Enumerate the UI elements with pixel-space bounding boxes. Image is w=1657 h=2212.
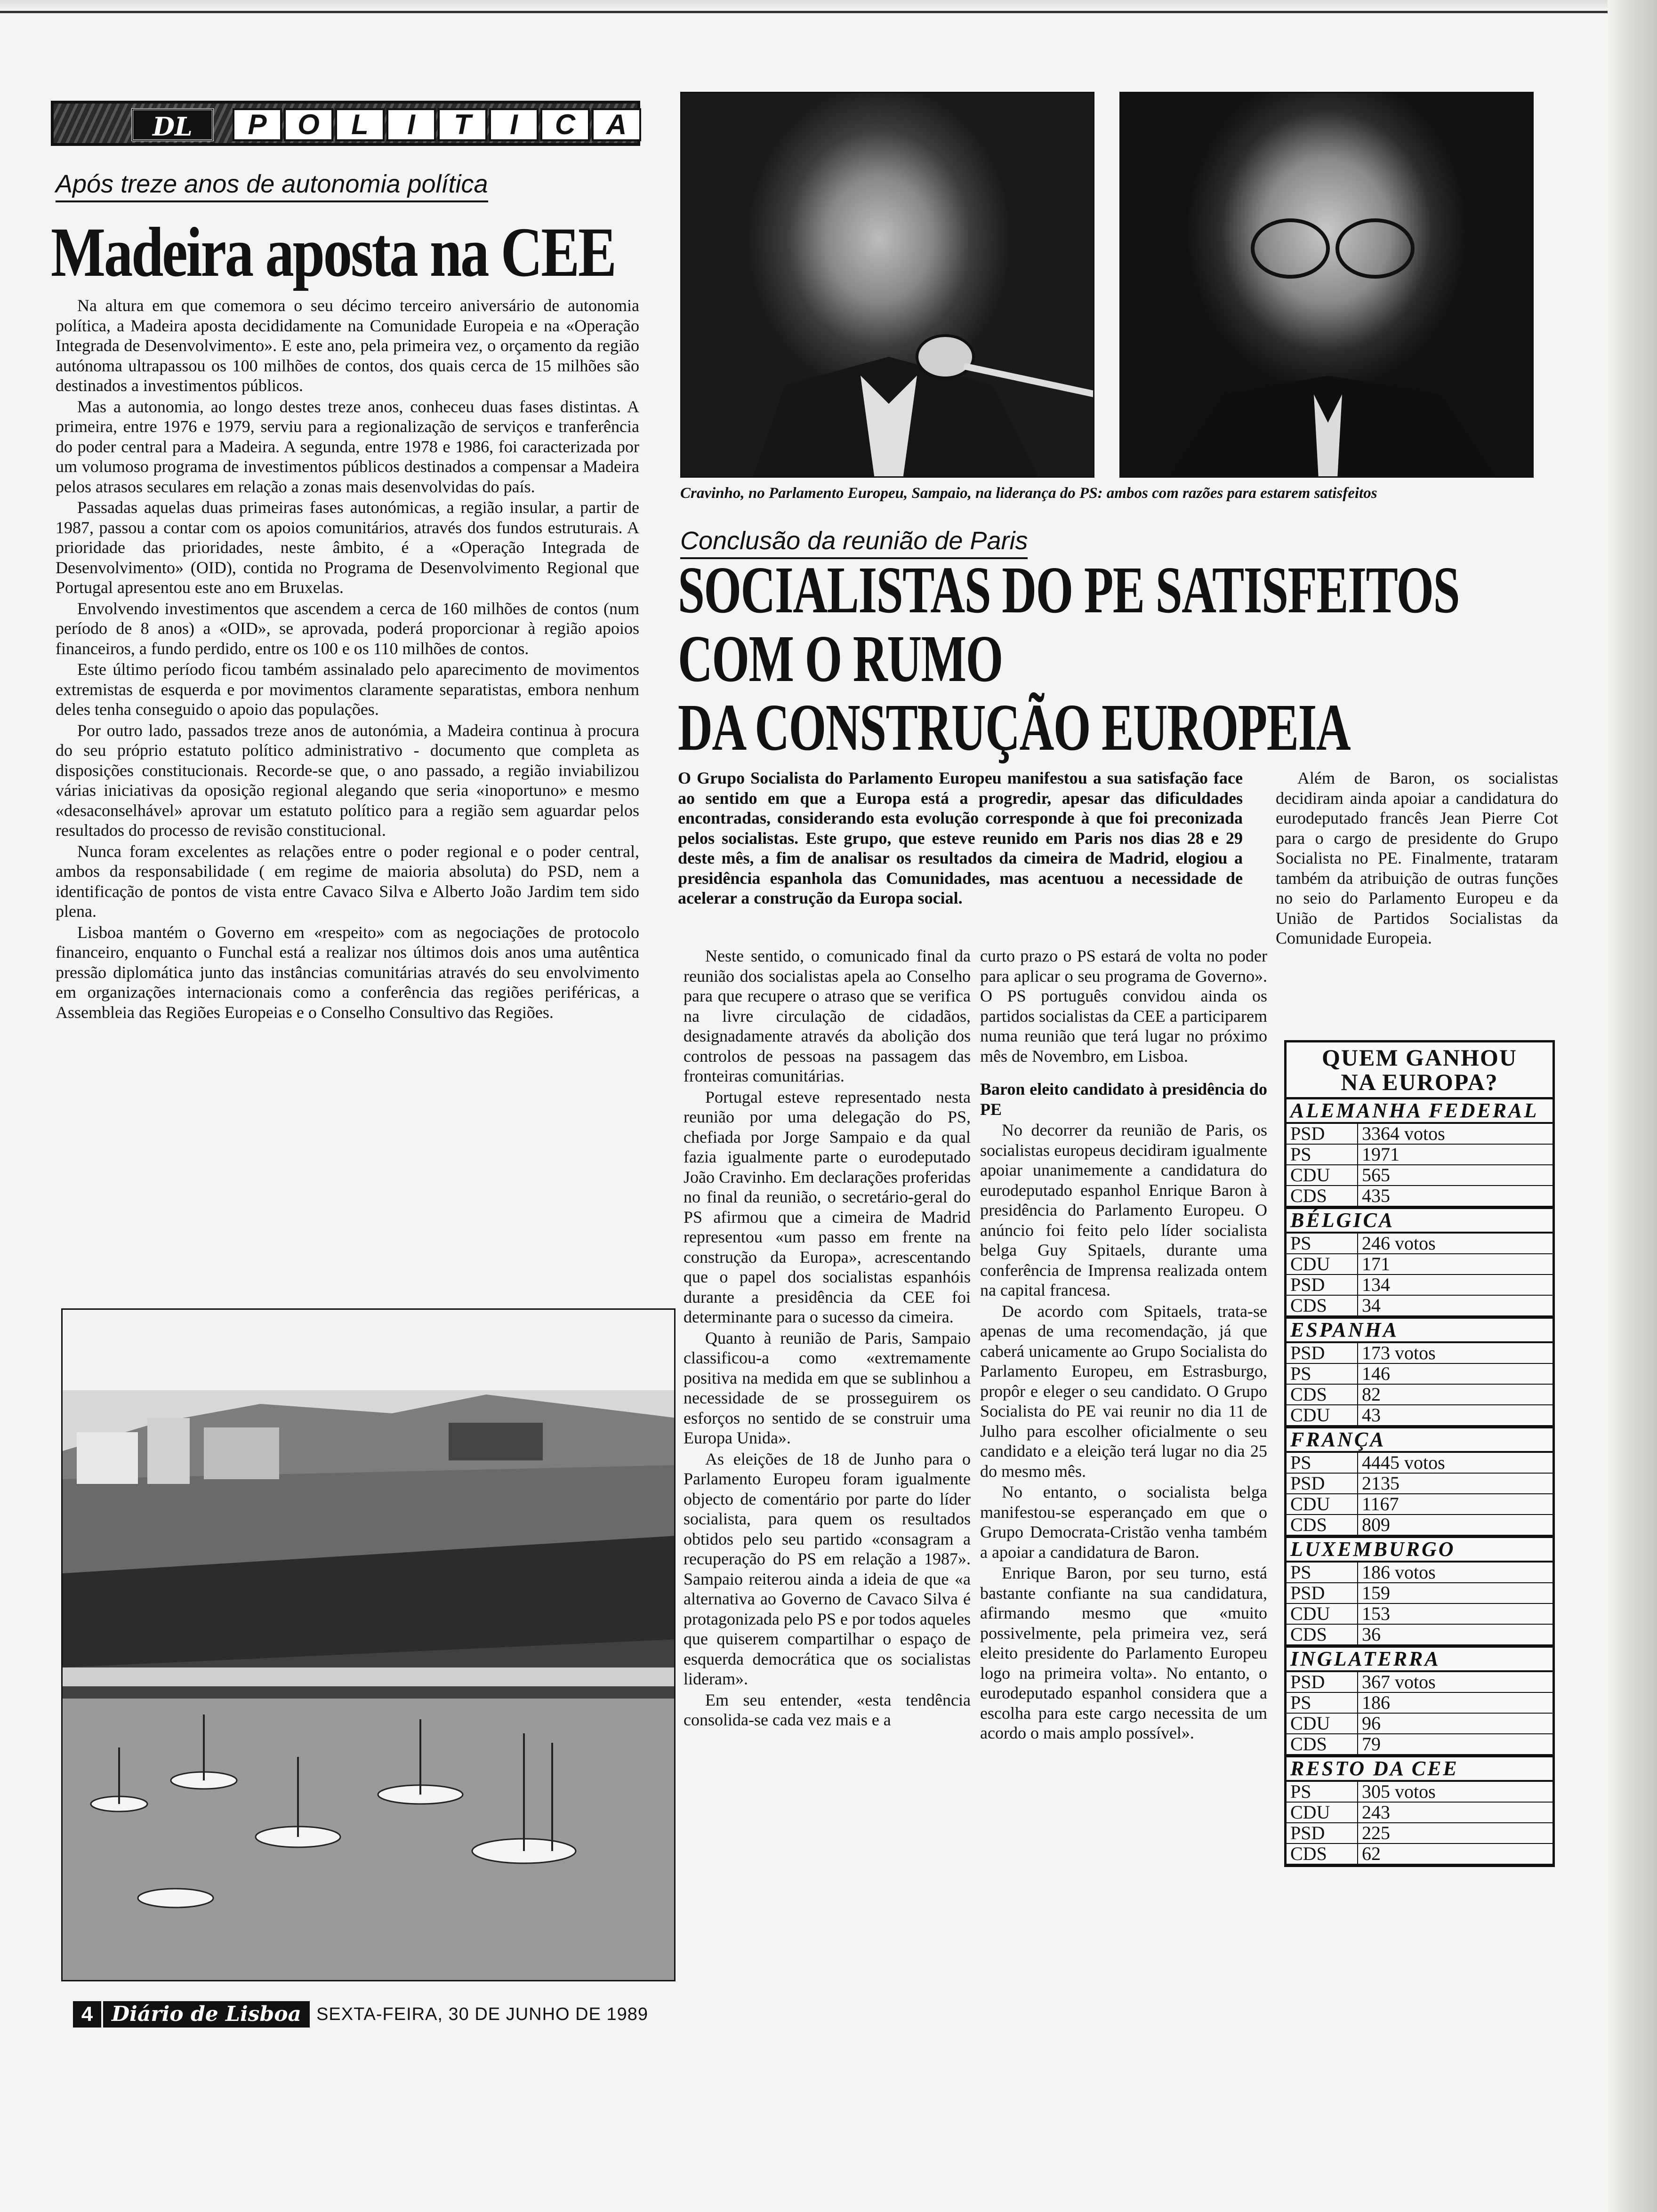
party-votes: 243 [1357,1803,1552,1822]
country-name: INGLATERRA [1287,1648,1552,1672]
section-letter: L [335,108,385,141]
results-title-line: QUEM GANHOU [1321,1044,1518,1071]
harbour-photo [61,1308,676,1981]
issue-date: SEXTA-FEIRA, 30 DE JUNHO DE 1989 [316,2004,649,2024]
paragraph: Este último período ficou também assinalado pelo aparecimento de movimentos extremistas de esquerda e por movimentos claramente separatistas, embora nenhum deles tenha conseguido o apoio das populações. [56,660,639,719]
paragraph: Envolvendo investimentos que ascendem a cerca de 160 milhões de contos (num período de 8 anos) a «OID», se aprovada, poderá proporcionar à região apoios financeiros, a fundo perdido, entre os 100 e os 110 milhões de contos. [56,599,639,658]
results-title [1287,1042,1552,1099]
country-name: BÉLGICA [1287,1209,1552,1234]
paragraph: No decorrer da reunião de Paris, os socialistas europeus decidiram igualmente apoiar unanimemente a candidatura do eurodeputado espanhol Enrique Baron à presidência do Parlamento Europeu. O anúncio foi feito pelo líder socialista belga Guy Spitaels, durante uma conferência de Imprensa realizada ontem na capital francesa. [980,1121,1267,1299]
result-row [1287,1583,1552,1604]
result-row [1287,1515,1552,1536]
party-votes: 246 votos [1357,1234,1552,1253]
party-votes: 186 votos [1357,1563,1552,1582]
party-name: CDS [1290,1185,1327,1206]
result-row [1287,1275,1552,1296]
result-row [1287,1625,1552,1645]
portrait-illustration [1121,93,1534,478]
party-name: CDU [1290,1253,1330,1274]
party-votes: 565 [1357,1165,1552,1185]
left-headline: Madeira aposta na CEE [51,213,615,291]
right-headline [678,553,1460,764]
paragraph: Portugal esteve representado nesta reunião por uma delegação do PS, chefiada por Jorge Sampaio e da qual fazia igualmente parte o eurodeputado João Cravinho. Em declarações proferidas no final da reunião, o secretário-geral do PS afirmou que a cimeira de Madrid representou «um passo em frente na construção da Europa», acrescentando que o papel dos socialistas espanhóis durante a presidência da CEE foi determinante para o sucesso da cimeira. [684,1087,971,1326]
right-kicker: Conclusão da reunião de Paris [680,526,1028,559]
left-kicker: Após treze anos de autonomia política [56,169,488,202]
party-votes: 1971 [1357,1145,1552,1164]
photo-sampaio [1119,92,1534,478]
section-letter: I [386,108,436,141]
paragraph: Quanto à reunião de Paris, Sampaio classificou-a como «extremamente positiva na medida em que se sublinhou a necessidade de se prosseguirem os esforços no sentido de se construir uma Europa Unida». [684,1328,971,1447]
paragraph: No entanto, o socialista belga manifestou-se esperançado em que o Grupo Democrata-Cristão venha também a apoiar a candidatura de Baron. [980,1483,1267,1562]
party-votes: 62 [1357,1844,1552,1864]
party-votes: 305 votos [1357,1782,1552,1802]
party-name: PS [1290,1692,1311,1713]
party-name: PS [1290,1363,1311,1384]
results-body [1287,1099,1552,1865]
result-row [1287,1693,1552,1714]
country-block [1287,1209,1552,1319]
result-row [1287,1453,1552,1474]
election-results-table [1284,1040,1555,1867]
paragraph: Passadas aquelas duas primeiras fases autonómicas, a região insular, a partir de 1987, passou a contar com os apoios comunitários, através dos fundos estruturais. A prioridade das prioridades, neste âmbito, é a «Operação Integrada de Desenvolvimento» (OID), contida no Programa de Desenvolvimento Regional que Portugal apresentou este ano em Bruxelas. [56,498,639,597]
party-votes: 96 [1357,1714,1552,1733]
party-votes: 34 [1357,1296,1552,1315]
country-block [1287,1428,1552,1538]
party-name: CDS [1290,1733,1327,1755]
result-row [1287,1364,1552,1385]
party-name: CDS [1290,1295,1327,1316]
party-name: PSD [1290,1123,1325,1144]
country-block [1287,1757,1552,1865]
party-votes: 1167 [1357,1494,1552,1514]
result-row [1287,1254,1552,1275]
page-footer [73,2000,685,2028]
result-row [1287,1823,1552,1844]
country-name: FRANÇA [1287,1428,1552,1453]
result-row [1287,1714,1552,1734]
headline-line: COM O RUMO [678,621,1003,696]
party-name: CDU [1290,1603,1330,1624]
headline-line: DA CONSTRUÇÃO EUROPEIA [678,690,1351,764]
country-block [1287,1538,1552,1648]
result-row [1287,1124,1552,1145]
section-letter: O [284,108,333,141]
party-name: PS [1290,1562,1311,1583]
paragraph: Nunca foram excelentes as relações entre o poder regional e o poder central, ambos da responsabilidade ( em regime de maioria absoluta) do PSD, nem a identificação de pontos de vista entre Cavaco Silva e Alberto João Jardim tem sido plena. [56,842,639,921]
section-letter: C [540,108,590,141]
party-name: PSD [1290,1671,1325,1692]
party-votes: 225 [1357,1823,1552,1843]
paragraph: Mas a autonomia, ao longo destes treze anos, conheceu duas fases distintas. A primeira, entre 1976 e 1979, serviu para a regionalização de serviços e tranferência do poder central para a Madeira. A segunda, entre 1978 e 1986, foi caracterizada por um volumoso programa de investimentos públicos destinados a compensar a Madeira pelos atrasos seculares em relação a zonas mais desenvolvidas do país. [56,397,639,496]
left-article-body [56,296,639,1023]
harbour-illustration [63,1310,676,1981]
party-name: CDS [1290,1514,1327,1535]
party-name: CDU [1290,1493,1330,1515]
party-name: PSD [1290,1473,1325,1494]
party-votes: 4445 votos [1357,1453,1552,1473]
masthead: Diário de Lisboa [103,2001,310,2028]
party-votes: 146 [1357,1364,1552,1384]
party-votes: 82 [1357,1385,1552,1404]
section-letter: A [592,108,641,141]
party-votes: 435 [1357,1186,1552,1206]
party-name: CDU [1290,1713,1330,1734]
right-article-col-2 [980,946,1267,1744]
party-votes: 173 votos [1357,1343,1552,1363]
country-name: LUXEMBURGO [1287,1538,1552,1563]
party-name: PS [1290,1781,1311,1802]
result-row [1287,1474,1552,1494]
party-name: PSD [1290,1274,1325,1295]
section-letter: T [438,108,487,141]
party-votes: 159 [1357,1583,1552,1603]
result-row [1287,1186,1552,1207]
paragraph: Além de Baron, os socialistas decidiram ainda apoiar a candidatura do eurodeputado francês Jean Pierre Cot para o cargo de presidente do Grupo Socialista no PE. Finalmente, trataram também da atribuição de outras funções no seio do Parlamento Europeu e da União de Partidos Socialistas da Comunidade Europeia. [1276,769,1558,947]
photo-cravinho [680,92,1094,478]
country-block [1287,1099,1552,1209]
paragraph: Em seu entender, «esta tendência consolida-se cada vez mais e a [684,1690,971,1729]
result-row [1287,1343,1552,1364]
party-votes: 367 votos [1357,1672,1552,1692]
result-row [1287,1234,1552,1254]
party-votes: 171 [1357,1254,1552,1274]
article-lede: O Grupo Socialista do Parlamento Europeu manifestou a sua satisfação face ao sentido em que a Europa está a progredir, apesar das dificuldades encontradas, considerando esta evolução corresponde à que foi preconizada pelos socialistas. Este grupo, que esteve reunido em Paris nos dias 28 e 29 deste mês, a fim de analisar os resultados da cimeira de Madrid, elogiou a presidência espanhola das Comunidades, mas acentuou a necessidade de acelerar a construção da Europa social. [678,769,1243,907]
results-title-line: NA EUROPA? [1341,1069,1498,1095]
subhead: Baron eleito candidato à presidência do PE [980,1080,1267,1119]
party-votes: 79 [1357,1734,1552,1754]
result-row [1287,1385,1552,1405]
result-row [1287,1494,1552,1515]
section-title [233,108,643,141]
result-row [1287,1844,1552,1865]
party-votes: 3364 votos [1357,1124,1552,1144]
party-votes: 36 [1357,1625,1552,1644]
right-article-col-1 [684,946,971,1731]
country-name: ESPANHA [1287,1319,1552,1343]
result-row [1287,1803,1552,1823]
paragraph: As eleições de 18 de Junho para o Parlamento Europeu foram igualmente objecto de comentário por parte do líder socialista, para quem os resultados obtidos pelo seu partido «consagram a recuperação do PS em relação a 1987». Sampaio reiterou ainda a ideia de que «a alternativa ao Governo de Cavaco Silva é protagonizada pelo PS e por todos aqueles que quiserem compartilhar o espaço de esquerda democrática que os socialistas lideram». [684,1449,971,1688]
paragraph: Por outro lado, passados treze anos de autonómia, a Madeira continua à procura do seu próprio estatuto político administrativo - documento que completa as disposições constitucionais. Recorde-se que, o ano passado, a região inviabilizou várias iniciativas da oposição regional alegando que seria «inoportuno» e mesmo «desaconselhável» aprovar um estatuto político para a região sem aguardar pelos resultados do processo de revisão constitucional. [56,721,639,840]
country-name: ALEMANHA FEDERAL [1287,1099,1552,1124]
page-number: 4 [73,2001,101,2028]
paragraph: curto prazo o PS estará de volta no poder para aplicar o seu programa de Governo». O PS português convidou ainda os partidos socialistas da CEE a participarem numa reunião que terá lugar no próximo mês de Novembro, em Lisboa. [980,946,1267,1066]
party-name: CDU [1290,1404,1330,1426]
result-row [1287,1563,1552,1583]
section-banner [51,101,640,146]
top-rule [0,0,1657,13]
party-votes: 153 [1357,1604,1552,1624]
result-row [1287,1145,1552,1165]
country-block [1287,1319,1552,1428]
party-votes: 134 [1357,1275,1552,1295]
party-name: PS [1290,1452,1311,1473]
country-name: RESTO DA CEE [1287,1757,1552,1782]
party-name: CDS [1290,1384,1327,1405]
party-name: PSD [1290,1822,1325,1843]
paragraph: De acordo com Spitaels, trata-se apenas de uma recomendação, já que caberá unicamente ao Grupo Socialista do Parlamento Europeu, em Estrasburgo, propôr e eleger o seu candidato. O Grupo Socialista do PE vai reunir no dia 11 de Julho para escolher oficialmente o seu candidato e a eleição terá lugar no dia 25 do mesmo mês. [980,1301,1267,1481]
result-row [1287,1734,1552,1755]
party-name: CDS [1290,1624,1327,1645]
result-row [1287,1405,1552,1426]
result-row [1287,1782,1552,1803]
party-name: CDU [1290,1802,1330,1823]
party-votes: 809 [1357,1515,1552,1535]
paragraph: Neste sentido, o comunicado final da reunião dos socialistas apela ao Conselho para que recupere o atraso que se verifica na livre circulação de cidadãos, designadamente através da abolição dos controlos de pessoas na passagem das fronteiras comunitárias. [684,946,971,1085]
section-letter: P [233,108,282,141]
photo-caption: Cravinho, no Parlamento Europeu, Sampaio, na liderança do PS: ambos com razões para estarem satisfeitos [680,485,1377,502]
party-name: CDU [1290,1164,1330,1186]
result-row [1287,1165,1552,1186]
country-block [1287,1648,1552,1757]
party-name: PSD [1290,1582,1325,1603]
party-name: PSD [1290,1342,1325,1363]
party-votes: 43 [1357,1405,1552,1425]
result-row [1287,1296,1552,1316]
party-votes: 186 [1357,1693,1552,1713]
microphone-illustration [682,93,1094,478]
paragraph: Enrique Baron, por seu turno, está bastante confiante na sua candidatura, afirmando mesmo que «muito possivelmente, pela primeira vez, será eleito presidente do Parlamento Europeu logo na primeira volta». No entanto, o eurodeputado espanhol considera que a escolha para este cargo necessita de um acordo o mais amplo possível». [980,1563,1267,1742]
result-row [1287,1672,1552,1693]
right-article-col-3 [1276,768,1558,949]
headline-line: SOCIALISTAS DO PE SATISFEITOS [678,553,1460,627]
paragraph: Na altura em que comemora o seu décimo terceiro aniversário de autonomia política, a Madeira aposta decididamente na Comunidade Europeia e na «Operação Integrada de Desenvolvimento». E este ano, pela primeira vez, o orçamento da região autónoma ultrapassou os 100 milhões de contos, dos quais cerca de 15 milhões são destinados a investimentos públicos. [56,296,639,395]
page-edge [1608,0,1657,2212]
section-letter: I [489,108,539,141]
dl-logo: DL [131,108,214,141]
party-name: PS [1290,1144,1311,1165]
party-name: PS [1290,1233,1311,1254]
party-name: CDS [1290,1843,1327,1864]
party-votes: 2135 [1357,1474,1552,1493]
paragraph: Lisboa mantém o Governo em «respeito» com as negociações de protocolo financeiro, enquanto o Funchal está a realizar nos últimos dois anos uma autêntica pressão diplomática junto das instâncias comunitárias através do seu envolvimento em organizações internacionais como a conferência das regiões periféricas, a Assembleia das Regiões Europeias e o Conselho Consultivo das Regiões. [56,922,639,1022]
result-row [1287,1604,1552,1625]
